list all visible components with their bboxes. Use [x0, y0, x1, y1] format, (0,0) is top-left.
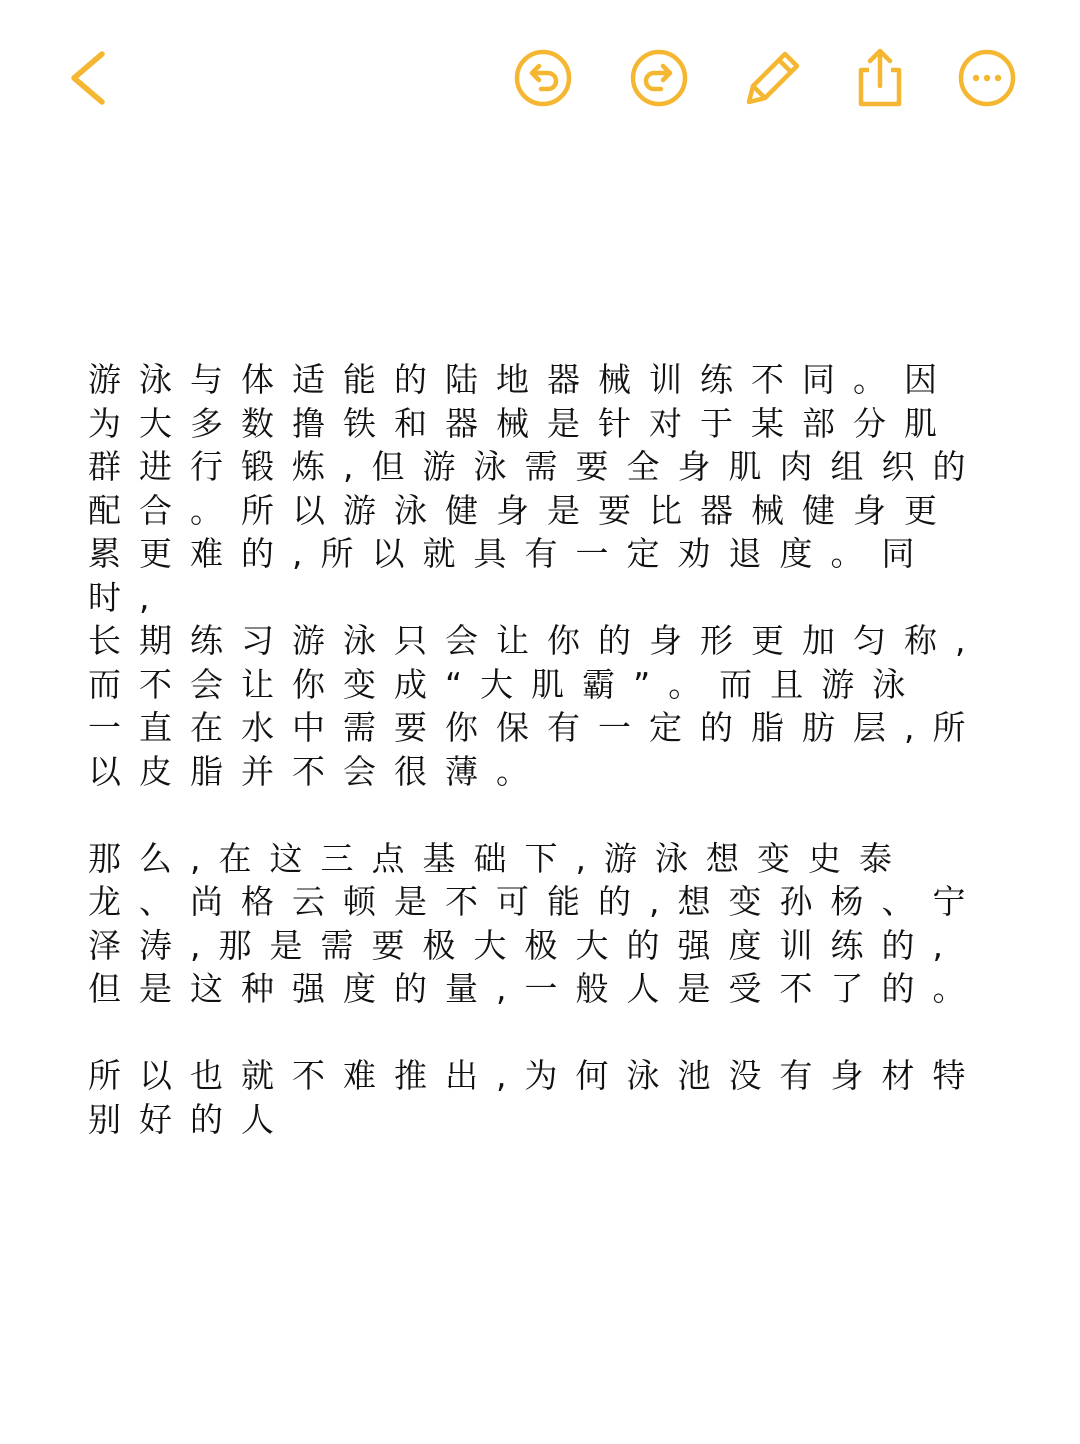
text-line: 以皮脂并不会很薄。 — [88, 751, 547, 791]
text-line: 而不会让你变成“大肌霸”。而且游泳 — [88, 664, 924, 704]
text-line: 那么,在这三点基础下,游泳想变史泰 — [88, 838, 910, 878]
text-line: 但是这种强度的量,一般人是受不了的。 — [88, 969, 984, 1008]
redo-button[interactable] — [621, 40, 697, 116]
paragraph-1 — [88, 358, 993, 793]
text-line: 游泳与体适能的陆地器械训练不同。因 — [88, 360, 955, 399]
undo-button[interactable] — [505, 40, 581, 116]
share-button[interactable] — [841, 40, 917, 116]
share-icon — [841, 40, 917, 116]
back-button[interactable] — [52, 40, 128, 116]
note-body[interactable] — [88, 358, 993, 1185]
text-line: 泽涛,那是需要极大极大的强度训练的, — [88, 925, 961, 965]
more-button[interactable] — [949, 40, 1025, 116]
undo-icon — [505, 40, 581, 116]
text-line: 时, — [88, 577, 168, 617]
edit-button[interactable] — [735, 40, 811, 116]
redo-icon — [621, 40, 697, 116]
text-line: 为大多数撸铁和器械是针对于某部分肌 — [88, 403, 955, 443]
text-line: 别好的人 — [88, 1099, 292, 1139]
paragraph-3 — [88, 1054, 993, 1141]
text-line: 所以也就不难推出,为何泳池没有身材特 — [88, 1056, 984, 1095]
text-line: 群进行锻炼,但游泳需要全身肌肉组织的 — [88, 447, 984, 486]
chevron-left-icon — [52, 40, 128, 116]
text-line: 龙、尚格云顿是不可能的,想变孙杨、宁 — [88, 882, 984, 921]
text-line: 长期练习游泳只会让你的身形更加匀称, — [88, 621, 984, 660]
text-line: 一直在水中需要你保有一定的脂肪层,所 — [88, 708, 984, 747]
paragraph-2 — [88, 837, 993, 1011]
more-icon — [949, 40, 1025, 116]
text-line: 配合。所以游泳健身是要比器械健身更 — [88, 490, 955, 530]
note-toolbar — [0, 0, 1080, 160]
text-line: 累更难的,所以就具有一定劝退度。同 — [88, 534, 933, 573]
pencil-icon — [735, 40, 811, 116]
